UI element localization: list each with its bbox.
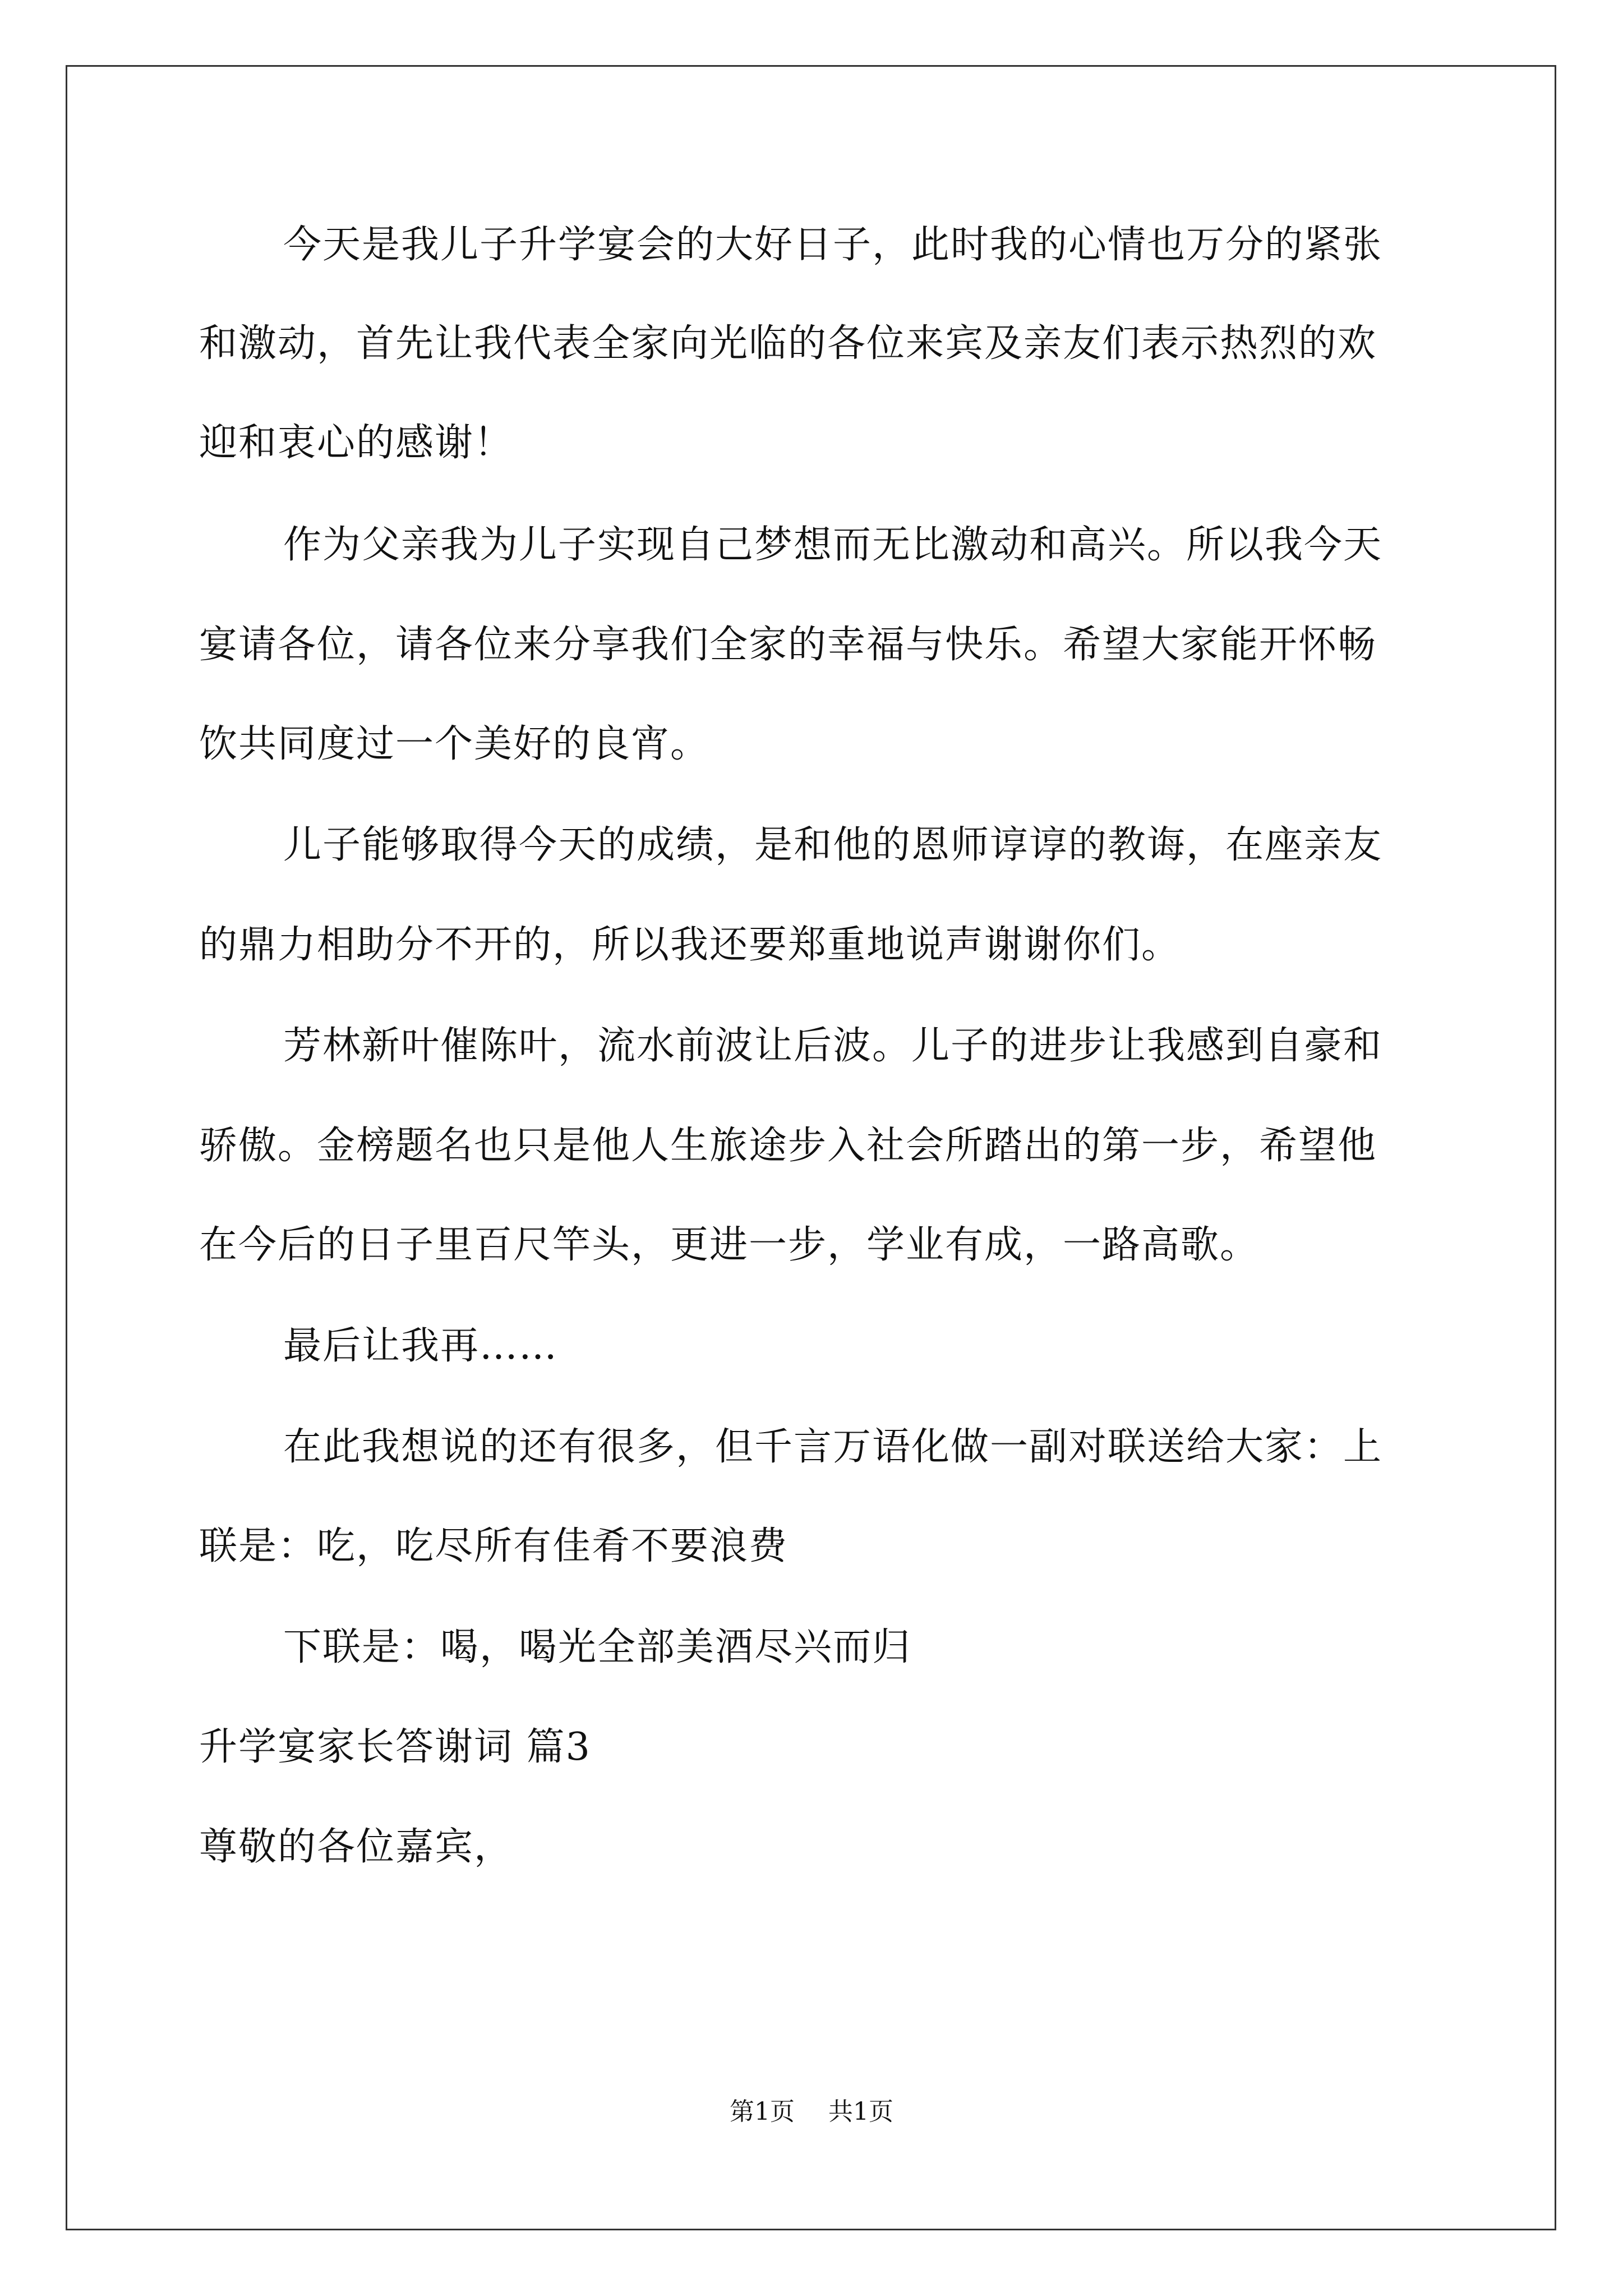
paragraph-6-line-2: 联是：吃，吃尽所有佳肴不要浪费 <box>199 1524 789 1568</box>
paragraph-7-line-1: 下联是：喝，喝光全部美酒尽兴而归 <box>283 1625 912 1669</box>
paragraph-5-line-1: 最后让我再…… <box>283 1324 559 1368</box>
paragraph-2-line-3: 饮共同度过一个美好的良宵。 <box>199 722 710 766</box>
paragraph-6-line-1: 在此我想说的还有很多，但千言万语化做一副对联送给大家：上 <box>283 1425 1383 1469</box>
paragraph-1-line-3: 迎和衷心的感谢！ <box>199 421 514 465</box>
paragraph-1-line-2: 和激动，首先让我代表全家向光临的各位来宾及亲友们表示热烈的欢 <box>199 321 1377 366</box>
paragraph-3-line-1: 儿子能够取得今天的成绩，是和他的恩师谆谆的教诲，在座亲友 <box>283 823 1383 867</box>
paragraph-1-line-1: 今天是我儿子升学宴会的大好日子，此时我的心情也万分的紧张 <box>283 223 1383 267</box>
page-number: 第1页 <box>730 2097 795 2126</box>
paragraph-4-line-1: 芳林新叶催陈叶，流水前波让后波。儿子的进步让我感到自豪和 <box>283 1024 1383 1068</box>
paragraph-3-line-2: 的鼎力相助分不开的，所以我还要郑重地说声谢谢你们。 <box>199 923 1181 967</box>
paragraph-2-line-2: 宴请各位，请各位来分享我们全家的幸福与快乐。希望大家能开怀畅 <box>199 623 1377 667</box>
section-heading: 升学宴家长答谢词 篇3 <box>199 1725 591 1769</box>
salutation: 尊敬的各位嘉宾， <box>199 1825 514 1869</box>
page-footer <box>0 2097 1623 2127</box>
paragraph-4-line-2: 骄傲。金榜题名也只是他人生旅途步入社会所踏出的第一步，希望他 <box>199 1124 1377 1168</box>
paragraph-4-line-3: 在今后的日子里百尺竿头，更进一步，学业有成，一路高歌。 <box>199 1223 1260 1267</box>
page-total: 共1页 <box>828 2097 893 2126</box>
paragraph-2-line-1: 作为父亲我为儿子实现自己梦想而无比激动和高兴。所以我今天 <box>283 523 1383 567</box>
